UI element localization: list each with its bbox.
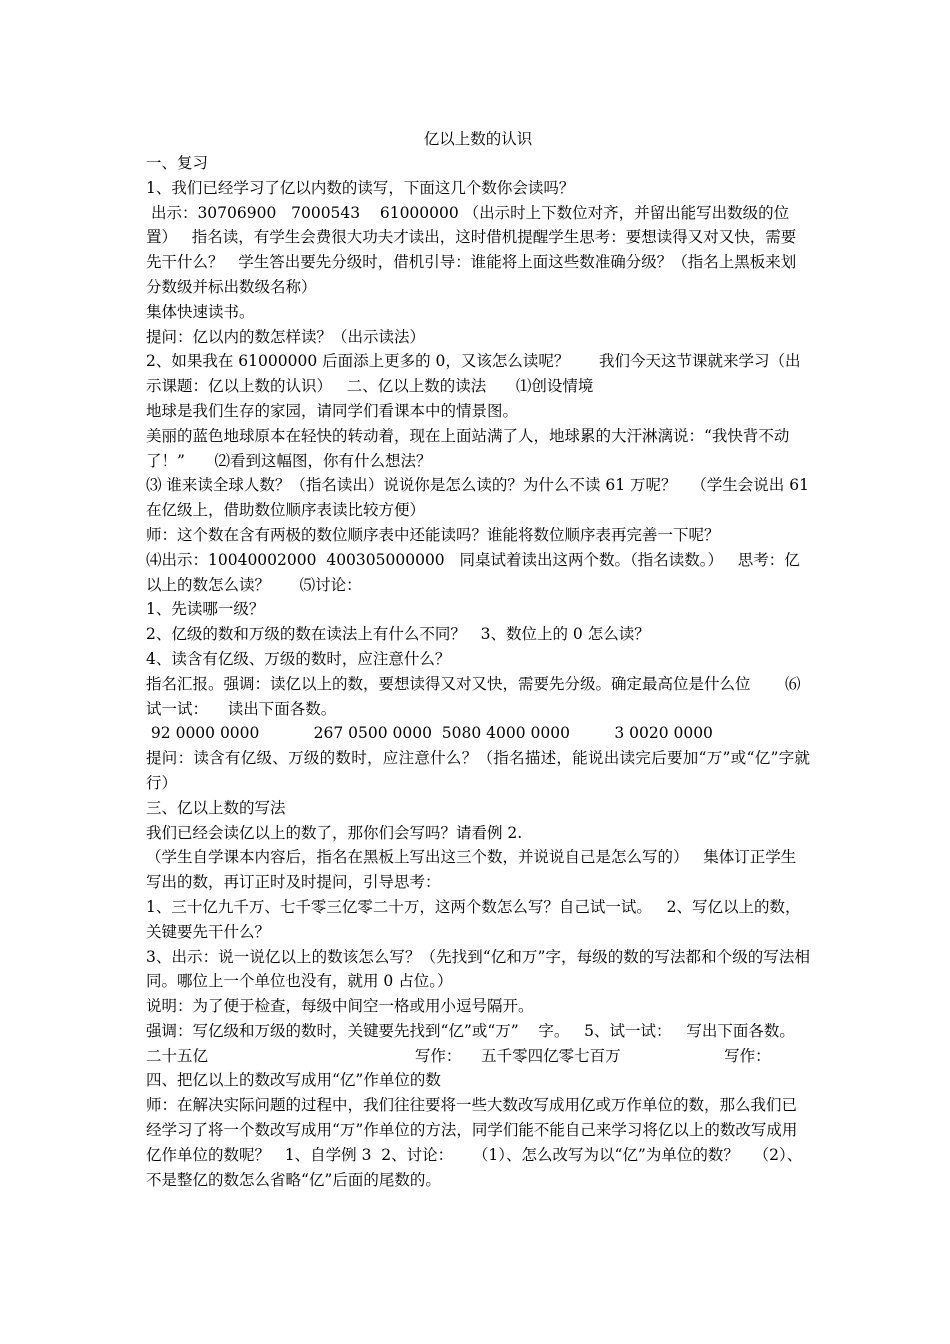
paragraph: 强调：写亿级和万级的数时，关键要先找到“亿”或“万” 字。 5、试一试： 写出下面各数。二十五亿 写作： 五千零四亿零七百万 写作：: [146, 1021, 795, 1065]
section-heading-writing: 三、亿以上数的写法: [146, 798, 286, 817]
paragraph: 师：这个数在含有两极的数位顺序表中还能读吗？谁能将数位顺序表再完善一下呢？: [146, 525, 720, 544]
paragraph: 1、我们已经学习了亿以内数的读写，下面这几个数你会读吗？: [146, 178, 575, 197]
paragraph: 1、三十亿九千万、七千零三亿零二十万，这两个数怎么写？自己试一试。 2、写亿以上的数，关键要先干什么？: [146, 897, 801, 941]
paragraph: 提问：读含有亿级、万级的数时，应注意什么？（指名描述，能说出读完后要加“万”或“亿”字就行）: [146, 749, 810, 792]
paragraph: 我们已经会读亿以上的数了，那你们会写吗？请看例 2.: [146, 823, 523, 842]
paragraph: 提问：亿以内的数怎样读？（出示读法）: [146, 327, 426, 346]
paragraph: 说明：为了便于检查，每级中间空一格或用小逗号隔开。: [146, 997, 534, 1016]
paragraph: （学生自学课本内容后，指名在黑板上写出这三个数，并说说自己是怎么写的） 集体订正学生写出的数，再订正时及时提问，引导思考：: [146, 848, 797, 892]
paragraph: 地球是我们生存的家园，请同学们看课本中的情景图。: [146, 401, 519, 420]
paragraph: 指名汇报。强调：读亿以上的数，要想读得又对又快，需要先分级。确定最高位是什么位 ⑹试一试： 读出下面各数。: [146, 674, 801, 718]
paragraph: 4、读含有亿级、万级的数时，应注意什么？: [146, 649, 451, 668]
paragraph: ⑶ 谁来读全球人数？（指名读出）说说你是怎么读的？为什么不读 61 万呢？ （学生会说出 61 在亿级上，借助数位顺序表读比较方便）: [146, 476, 814, 520]
paragraph: 出示：30706900 7000543 61000000 （出示时上下数位对齐，并留出能写出数级的位置） 指名读，有学生会费很大功夫才读出，这时借机提醒学生思考：要想读得又对又快，需要先干什么？ 学生答出要先分级时，借机引导：谁能将上面这些数准确分级？（指名上黑板来划分数级并标出数级名称）: [146, 203, 797, 296]
paragraph: 1、先读哪一级？: [146, 600, 265, 619]
section-heading-review: 一、复习: [146, 154, 209, 172]
paragraph: 2、亿级的数和万级的数在读法上有什么不同？ 3、数位上的 0 怎么读？: [146, 625, 650, 644]
paragraph: 师：在解决实际问题的过程中，我们往往要将一些大数改写成用亿或万作单位的数，那么我们已经学习了将一个数改写成用“万”作单位的方法，同学们能不能自己来学习将亿以上的数改写成用亿作单位的数呢？ 1、自学例 3 2、讨论： （1）、怎么改写为以“亿”为单位的数？ （2）、不是整亿的数怎么省略“亿”后面的尾数的。: [146, 1096, 803, 1189]
paragraph: ⑷出示：10040002000 400305000000 同桌试着读出这两个数。（指名读数。） 思考：亿以上的数怎么读？ ⑸讨论：: [146, 550, 800, 594]
document-body: [146, 151, 814, 1192]
paragraph: 3、出示：说一说亿以上的数该怎么写？（先找到“亿和万”字，每级的数的写法都和个级的写法相同。哪位上一个单位也没有，就用 0 占位。）: [146, 947, 810, 991]
section-heading-rewrite: 四、把亿以上的数改写成用“亿”作单位的数: [146, 1071, 441, 1090]
page-title: 亿以上数的认识: [423, 130, 533, 148]
number-list: 92 0000 0000 267 0500 0000 5080 4000 0000 3 0020 0000: [146, 724, 713, 743]
paragraph: 集体快速读书。: [146, 302, 255, 321]
paragraph: 美丽的蓝色地球原本在轻快的转动着，现在上面站满了人，地球累的大汗淋漓说：“我快背不动了！” ⑵看到这幅图，你有什么想法？: [146, 426, 790, 470]
paragraph: 2、如果我在 61000000 后面添上更多的 0，又该怎么读呢？ 我们今天这节课就来学习（出示课题：亿以上数的认识） 二、亿以上数的读法 ⑴创设情境: [146, 352, 801, 396]
